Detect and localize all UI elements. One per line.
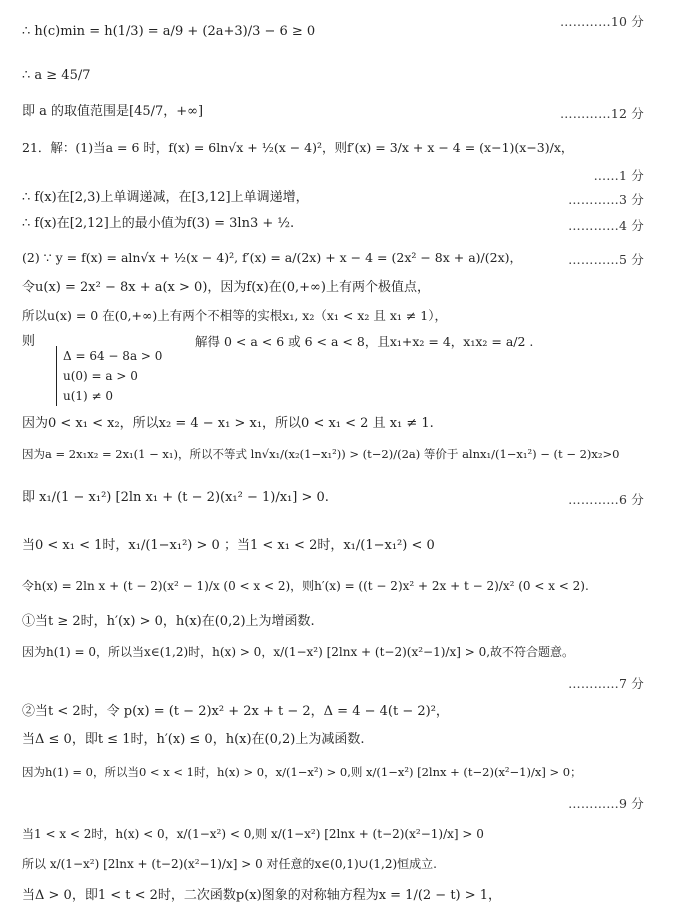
h1-zero-line: 因为h(1) = 0，所以当0 < x < 1时，h(x) > 0，x/(1−x²) > 0,则 x/(1−x²) [2lnx + (t−2)(x²−1)/x] > 0； — [22, 765, 582, 779]
score-marker-3: …………3 分 — [568, 192, 644, 207]
x1-range-line: 因为0 < x₁ < x₂，所以x₂ = 4 − x₁ > x₁，所以0 < x₁ < 2 且 x₁ ≠ 1. — [22, 416, 434, 431]
u-definition-line: 令u(x) = 2x² − 8x + a(x > 0)，因为f(x)在(0,+∞)上有两个极值点， — [22, 280, 430, 295]
roots-condition-line: 所以u(x) = 0 在(0,+∞)上有两个不相等的实根x₁, x₂（x₁ < x₂ 且 x₁ ≠ 1）， — [22, 308, 448, 323]
score-marker-12: …………12 分 — [560, 106, 644, 121]
score-marker-4: …………4 分 — [568, 218, 644, 233]
delta-positive-line: 当Δ > 0，即1 < t < 2时，二次函数p(x)图象的对称轴方程为x = 1/(2 − t) > 1， — [22, 888, 502, 903]
holds-for-all-line: 所以 x/(1−x²) [2lnx + (t−2)(x²−1)/x] > 0 对任意的x∈(0,1)∪(1,2)恒成立. — [22, 857, 437, 871]
part2-derivative-line: (2) ∵ y = f(x) = aln√x + ½(x − 4)², f′(x) = a/(2x) + x − 4 = (2x² − 8x + a)/(2x)， — [22, 250, 523, 265]
score-marker-9: …………9 分 — [568, 796, 644, 811]
case1-conclusion-line: 因为h(1) = 0，所以当x∈(1,2)时，h(x) > 0，x/(1−x²) [2lnx + (t−2)(x²−1)/x] > 0,故不符合题意。 — [22, 645, 575, 659]
interval-1-2-line: 当1 < x < 2时，h(x) < 0，x/(1−x²) < 0,则 x/(1−x²) [2lnx + (t−2)(x²−1)/x] > 0 — [22, 827, 484, 841]
score-marker-1: ……1 分 — [593, 168, 644, 183]
then-label: 则 — [22, 334, 36, 349]
solution-a-range-line: 解得 0 < a < 6 或 6 < a < 8，且x₁+x₂ = 4，x₁x₂ = a/2 . — [195, 334, 534, 349]
score-marker-7: …………7 分 — [568, 676, 644, 691]
score-marker-10: …………10 分 — [560, 14, 644, 29]
q21-part1-line: 21．解：(1)当a = 6 时，f(x) = 6ln√x + ½(x − 4)²，则f′(x) = 3/x + x − 4 = (x−1)(x−3)/x， — [22, 140, 574, 155]
case1-line: ①当t ≥ 2时，h′(x) > 0，h(x)在(0,2)上为增函数. — [22, 614, 315, 629]
system-u1: u(1) ≠ 0 — [63, 389, 114, 403]
reduced-inequality-line: 即 x₁/(1 − x₁²) [2ln x₁ + (t − 2)(x₁² − 1)/x₁] > 0. — [22, 490, 329, 505]
case2-line: ②当t < 2时，令 p(x) = (t − 2)x² + 2x + t − 2，Δ = 4 − 4(t − 2)²， — [22, 704, 449, 719]
monotonic-line: ∴ f(x)在[2,3)上单调递减，在[3,12]上单调递增， — [22, 190, 309, 205]
delta-nonpositive-line: 当Δ ≤ 0，即t ≤ 1时，h′(x) ≤ 0，h(x)在(0,2)上为减函数. — [22, 732, 365, 747]
minimum-value-line: ∴ f(x)在[2,12]上的最小值为f(3) = 3ln3 + ½. — [22, 216, 295, 231]
a-bound-line: ∴ a ≥ 45/7 — [22, 68, 91, 83]
inequality-equivalence-line: 因为a = 2x₁x₂ = 2x₁(1 − x₁)，所以不等式 ln√x₁/(x₂(1−x₁²)) > (t−2)/(2a) 等价于 alnx₁/(1−x₁²) − (t − 2)x₂>0 — [22, 447, 620, 461]
min-value-line: ∴ h(c)min = h(1/3) = a/9 + (2a+3)/3 − 6 ≥ 0 — [22, 24, 316, 39]
h-definition-line: 令h(x) = 2ln x + (t − 2)(x² − 1)/x (0 < x < 2)，则h′(x) = ((t − 2)x² + 2x + t − 2)/x² (0 < x < 2). — [22, 579, 589, 593]
a-range-line: 即 a 的取值范围是[45/7，+∞] — [22, 104, 204, 119]
score-marker-5: …………5 分 — [568, 252, 644, 267]
condition-system — [56, 346, 162, 406]
system-u0: u(0) = a > 0 — [63, 369, 138, 383]
score-marker-6: …………6 分 — [568, 492, 644, 507]
system-delta: Δ = 64 − 8a > 0 — [63, 349, 163, 363]
sign-cases-line: 当0 < x₁ < 1时，x₁/(1−x₁²) > 0 ；当1 < x₁ < 2时，x₁/(1−x₁²) < 0 — [22, 538, 435, 553]
